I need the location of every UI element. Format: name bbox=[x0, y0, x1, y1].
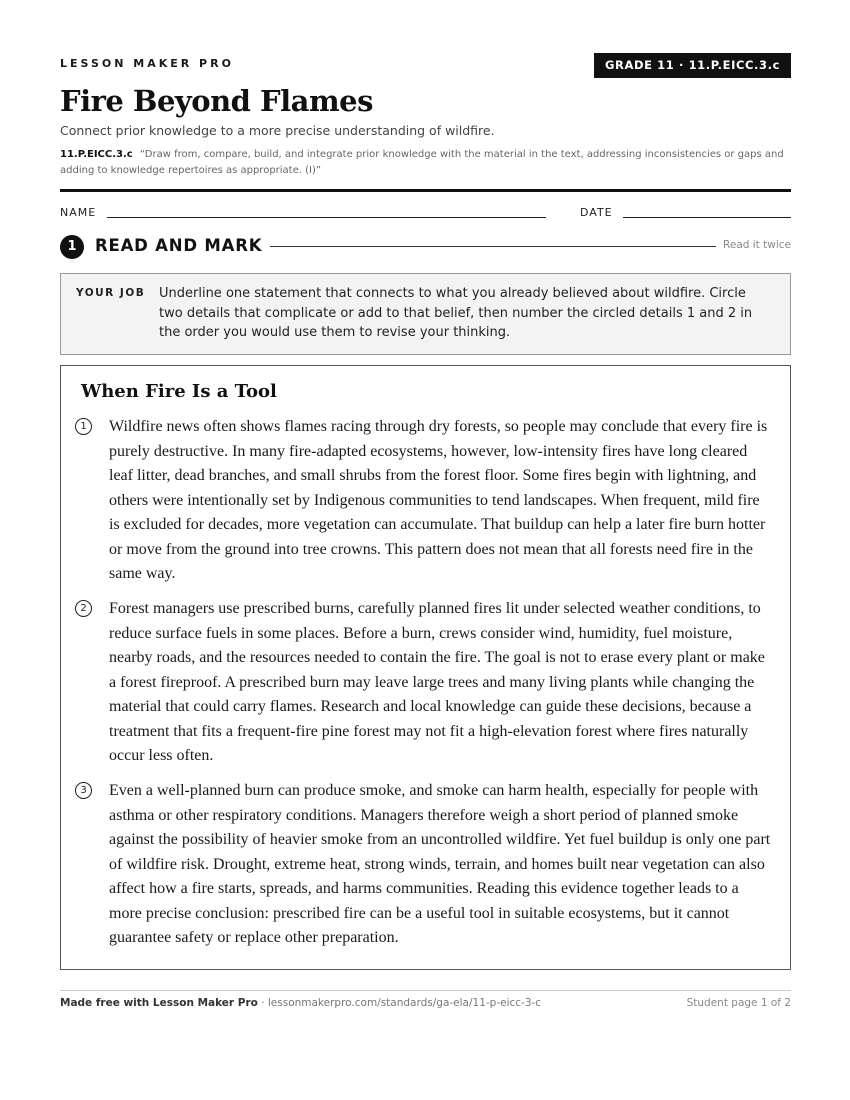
paragraph-number: 3 bbox=[75, 782, 92, 799]
section-note: Read it twice bbox=[723, 239, 791, 251]
worksheet-page bbox=[60, 0, 791, 1100]
reading-passage bbox=[60, 365, 791, 970]
footer-separator: · bbox=[257, 997, 268, 1009]
paragraph-number: 1 bbox=[75, 418, 92, 435]
paragraph-text[interactable]: Forest managers use prescribed burns, carefully planned fires lit under selected weather conditions, to reduce surface fuels in some places. Before a burn, crews consider wind, humidity, fuel moisture, nearby roads, and the resources needed to contain the fire. The goal is not to erase every plant or make a forest fireproof. A prescribed burn may leave large trees and many living plants while changing the material that could carry flames. Research and local knowledge can guide these decisions, because a treatment that fits a frequent-fire pine forest may not fit a high-elevation forest where fires naturally occur less often. bbox=[109, 600, 765, 764]
date-label: DATE bbox=[580, 206, 613, 219]
standard-code: 11.P.EICC.3.c bbox=[60, 149, 133, 160]
instructions-label: YOUR JOB bbox=[76, 287, 146, 299]
name-field[interactable] bbox=[107, 217, 546, 218]
grade-badge: GRADE 11 · 11.P.EICC.3.c bbox=[594, 53, 791, 78]
standard-description bbox=[60, 147, 791, 179]
section-title: READ AND MARK bbox=[95, 236, 263, 255]
standard-text: “Draw from, compare, build, and integrate prior knowledge with the material in the text, addressing inconsistencies or gaps and adding to knowledge repertoires as appropriate. (I)” bbox=[60, 149, 784, 176]
footer-credit bbox=[60, 997, 541, 1009]
header-divider bbox=[60, 189, 791, 192]
instructions-text: Underline one statement that connects to what you already believed about wildfire. Circle two details that complicate or add to that belief, then number the circled details 1 and 2 in the order you would use them to revise your thinking. bbox=[159, 286, 753, 340]
page-title: Fire Beyond Flames bbox=[60, 84, 373, 118]
page-indicator: Student page 1 of 2 bbox=[686, 997, 791, 1009]
instructions-box bbox=[60, 273, 791, 355]
paragraph-text[interactable]: Even a well-planned burn can produce smoke, and smoke can harm health, especially for people with asthma or other respiratory conditions. Managers therefore weigh a short period of planned smoke against the possibility of heavier smoke from an uncontrolled wildfire. Yet fuel buildup is only one part of wildfire risk. Drought, extreme heat, strong winds, terrain, and homes built near vegetation can also affect how a fire starts, spreads, and harms communities. Reading this evidence together leads to a more precise conclusion: prescribed fire can be a useful tool in suitable ecosystems, but it cannot guarantee safety or replace other preparation. bbox=[109, 782, 771, 946]
section-number-badge: 1 bbox=[60, 235, 84, 259]
brand-name: LESSON MAKER PRO bbox=[60, 57, 234, 70]
paragraph-number: 2 bbox=[75, 600, 92, 617]
name-label: NAME bbox=[60, 206, 97, 219]
footer-divider bbox=[60, 990, 791, 991]
section-divider bbox=[270, 246, 716, 247]
date-field[interactable] bbox=[623, 217, 791, 218]
paragraph-text[interactable]: Wildfire news often shows flames racing through dry forests, so people may conclude that every fire is purely destructive. In many fire-adapted ecosystems, however, low-intensity fires have long cleared leaf litter, dead branches, and small shrubs from the forest floor. Some fires begin with lightning, and others were intentionally set by Indigenous communities to tend landscapes. When frequent, mild fire is excluded for decades, more vegetation can accumulate. That buildup can help a later fire burn hotter or move from the ground into tree crowns. This pattern does not mean that all forests need fire in the same way. bbox=[109, 418, 768, 582]
footer-made-with: Made free with Lesson Maker Pro bbox=[60, 997, 258, 1009]
page-subtitle: Connect prior knowledge to a more precise understanding of wildfire. bbox=[60, 123, 495, 138]
passage-title: When Fire Is a Tool bbox=[81, 381, 277, 402]
footer-url-link[interactable]: lessonmakerpro.com/standards/ga-ela/11-p-eicc-3-c bbox=[267, 997, 542, 1009]
